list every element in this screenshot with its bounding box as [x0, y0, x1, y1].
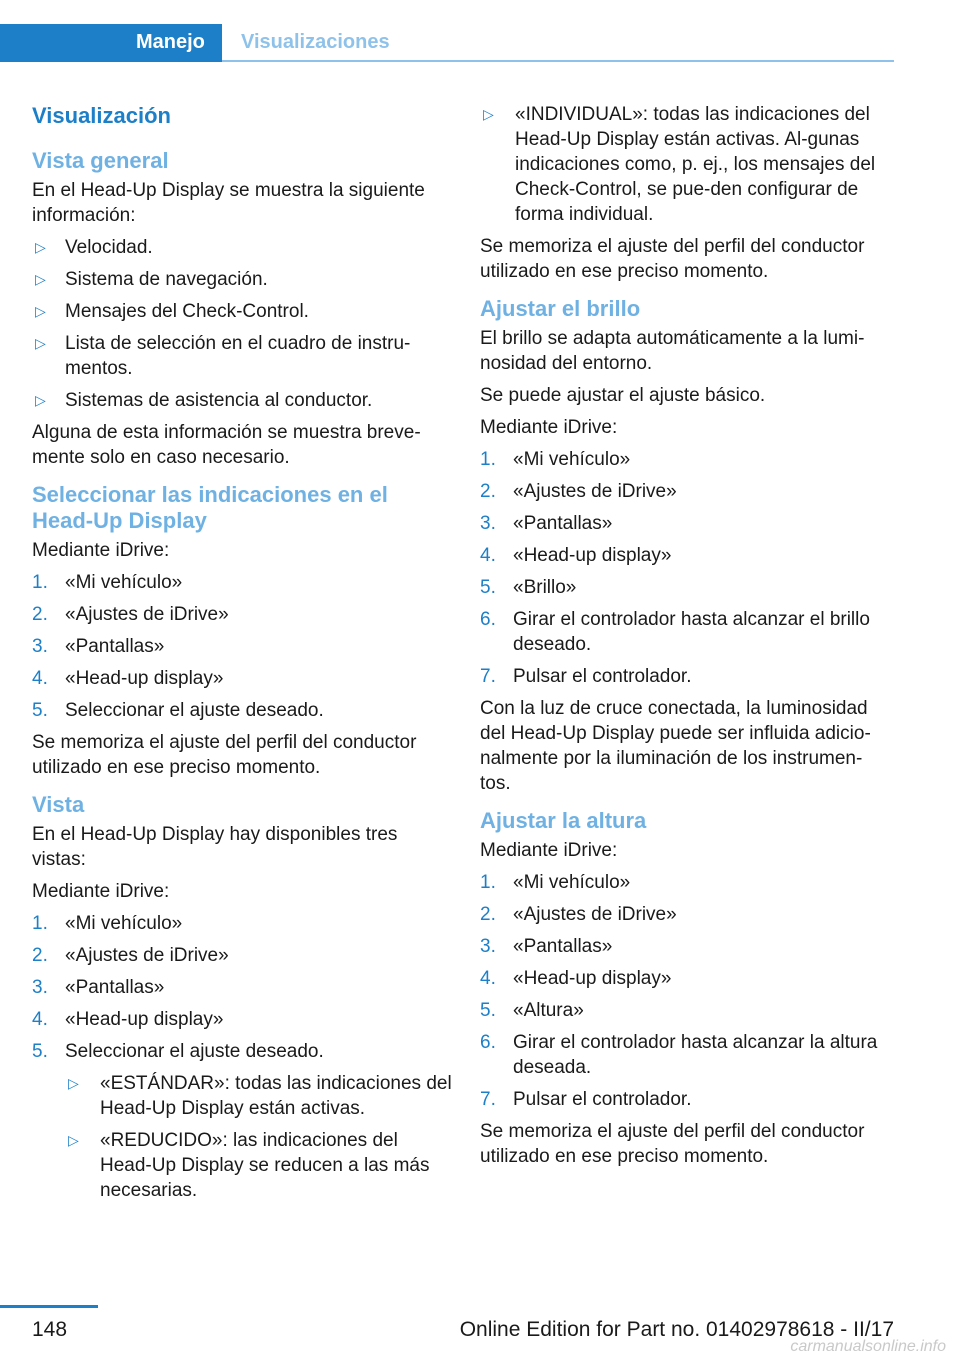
section-heading-altura: Ajustar la altura — [480, 808, 647, 833]
numbered-list — [480, 870, 890, 1112]
section-heading-seleccionar: Seleccionar las indicaciones en el Head-Up Display — [32, 482, 388, 533]
list-item: 6. Girar el controlador hasta alcanzar la altura deseada. — [480, 1032, 878, 1078]
header-bar — [0, 0, 960, 64]
edition-note: Online Edition for Part no. 01402978618 - II/17 — [459, 1318, 894, 1341]
paragraph: Mediante iDrive: — [480, 417, 618, 438]
list-item: ▷ «INDIVIDUAL»: todas las indicaciones del Head-Up Display están activas. Al-gunas indicaciones como, p. ej., los mensajes del Check-Control, se pue-den configurar de forma individual. — [483, 104, 876, 225]
list-item: 4. «Head-up display» — [32, 668, 224, 689]
list-item: 4. «Head-up display» — [480, 968, 672, 989]
bullet-marker-icon: ▷ — [68, 1132, 79, 1148]
page-number: 148 — [32, 1318, 68, 1341]
tab-visualizaciones[interactable]: Visualizaciones — [241, 31, 390, 53]
footer-rule — [0, 1305, 98, 1308]
sub-bullet-list — [480, 102, 890, 227]
bullet-marker-icon: ▷ — [35, 392, 46, 408]
paragraph: En el Head-Up Display se muestra la siguiente información: — [32, 180, 425, 226]
paragraph: Alguna de esta información se muestra breve-mente solo en caso necesario. — [32, 422, 421, 468]
list-item: 2. «Ajustes de iDrive» — [32, 945, 229, 966]
list-item: 1. «Mi vehículo» — [480, 872, 631, 893]
list-item: ▷ Lista de selección en el cuadro de instru-mentos. — [35, 333, 411, 379]
list-item: 6. Girar el controlador hasta alcanzar el brillo deseado. — [480, 609, 870, 655]
paragraph: Se memoriza el ajuste del perfil del conductor utilizado en ese preciso momento. — [480, 1121, 865, 1167]
bullet-marker-icon: ▷ — [35, 271, 46, 287]
list-item: ▷ Mensajes del Check-Control. — [35, 301, 309, 322]
list-item: 3. «Pantallas» — [480, 513, 613, 534]
tab-manejo[interactable]: Manejo — [136, 31, 205, 53]
list-item: ▷ Sistema de navegación. — [35, 269, 268, 290]
list-item: 5. «Altura» — [480, 1000, 584, 1021]
paragraph: En el Head-Up Display hay disponibles tres vistas: — [32, 824, 398, 870]
list-item: 2. «Ajustes de iDrive» — [480, 481, 677, 502]
paragraph: Con la luz de cruce conectada, la luminosidad del Head-Up Display puede ser influida adicio-nalmente por la iluminación de los instrumen-tos. — [480, 698, 871, 794]
list-item: 5. «Brillo» — [480, 577, 577, 598]
bullet-marker-icon: ▷ — [68, 1075, 79, 1091]
list-item: ▷ «REDUCIDO»: las indicaciones del Head-Up Display se reducen a las más necesarias. — [68, 1130, 430, 1201]
numbered-list — [32, 911, 452, 1203]
section-heading-brillo: Ajustar el brillo — [480, 296, 641, 321]
list-item: ▷ Sistemas de asistencia al conductor. — [35, 390, 373, 411]
bullet-list — [32, 235, 452, 413]
page-title: Visualización — [32, 103, 171, 128]
list-item: 3. «Pantallas» — [32, 636, 165, 657]
numbered-list — [480, 447, 890, 689]
list-item: ▷ Velocidad. — [35, 237, 153, 258]
bullet-marker-icon: ▷ — [35, 239, 46, 255]
list-item: 5. Seleccionar el ajuste deseado. — [32, 700, 324, 721]
numbered-list — [32, 570, 452, 723]
list-item: 3. «Pantallas» — [480, 936, 613, 957]
section-heading-vista: Vista — [32, 792, 85, 817]
bullet-marker-icon: ▷ — [35, 303, 46, 319]
sub-bullet-list — [65, 1071, 452, 1203]
list-item: 1. «Mi vehículo» — [32, 913, 183, 934]
list-item: 7. Pulsar el controlador. — [480, 666, 692, 687]
paragraph: El brillo se adapta automáticamente a la lumi-nosidad del entorno. — [480, 328, 865, 374]
list-item: 5. Seleccionar el ajuste deseado. ▷ «ESTÁNDAR»: todas las indicaciones del Head-Up Display están activas. ▷ «REDUCIDO»: las indicaciones del Head-Up Display se reducen a las más necesarias. — [32, 1041, 452, 1201]
list-item: 1. «Mi vehículo» — [32, 572, 183, 593]
list-item: 7. Pulsar el controlador. — [480, 1089, 692, 1110]
list-item: 3. «Pantallas» — [32, 977, 165, 998]
paragraph: Mediante iDrive: — [32, 540, 170, 561]
paragraph: Mediante iDrive: — [32, 881, 170, 902]
list-item: 1. «Mi vehículo» — [480, 449, 631, 470]
section-heading-vista-general: Vista general — [32, 148, 169, 173]
paragraph: Se puede ajustar el ajuste básico. — [480, 385, 766, 406]
bullet-marker-icon: ▷ — [483, 106, 494, 122]
paragraph: Se memoriza el ajuste del perfil del conductor utilizado en ese preciso momento. — [480, 236, 865, 282]
bullet-marker-icon: ▷ — [35, 335, 46, 351]
right-column — [480, 100, 890, 1176]
list-item: 4. «Head-up display» — [480, 545, 672, 566]
list-item: 2. «Ajustes de iDrive» — [480, 904, 677, 925]
list-item: 4. «Head-up display» — [32, 1009, 224, 1030]
watermark: carmanualsonline.info — [790, 1338, 946, 1355]
list-item: 2. «Ajustes de iDrive» — [32, 604, 229, 625]
list-item: ▷ «ESTÁNDAR»: todas las indicaciones del Head-Up Display están activas. — [68, 1073, 452, 1119]
header-divider — [222, 60, 894, 62]
left-column — [32, 100, 452, 1210]
paragraph: Se memoriza el ajuste del perfil del conductor utilizado en ese preciso momento. — [32, 732, 417, 778]
paragraph: Mediante iDrive: — [480, 840, 618, 861]
